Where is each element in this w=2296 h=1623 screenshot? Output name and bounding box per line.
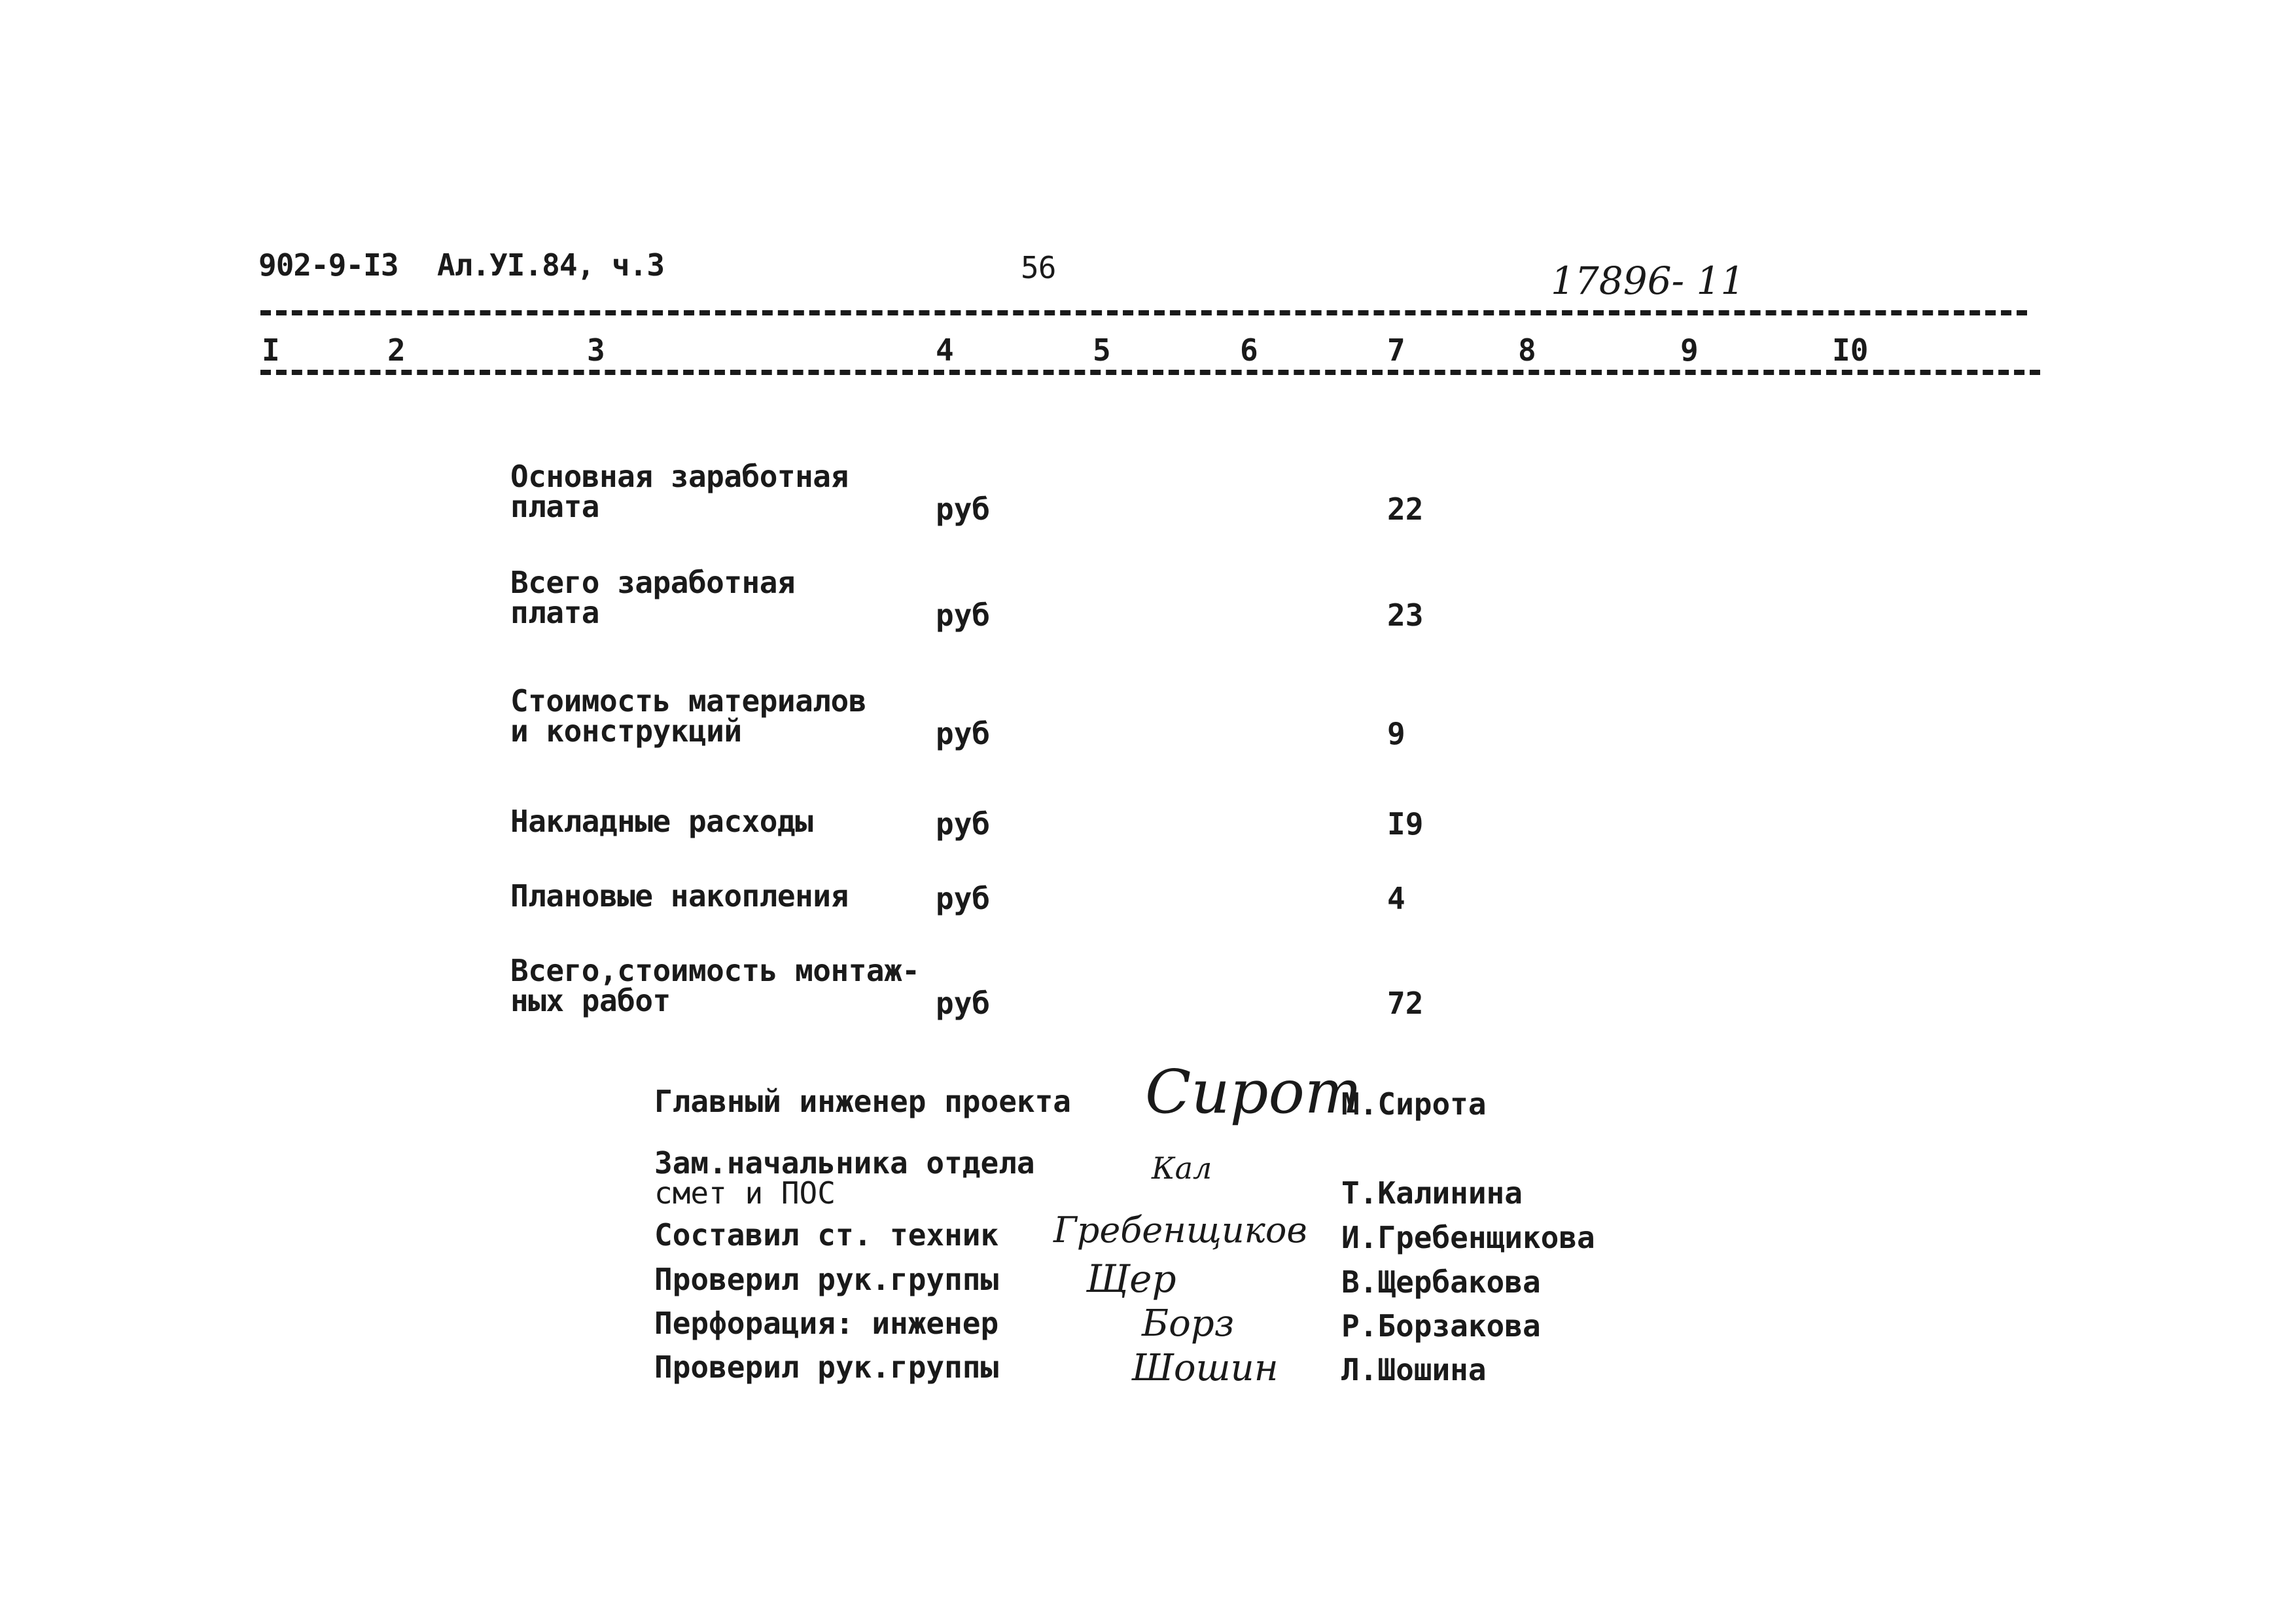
column-number-7: 7 xyxy=(1387,332,1405,368)
column-number-8: 8 xyxy=(1518,332,1536,368)
signatory-title-line1: Перфорация: инженер xyxy=(654,1306,999,1341)
row-label-line1: Накладные расходы xyxy=(510,804,813,839)
album-reference: Ал.УI.84, ч.3 xyxy=(437,247,665,283)
signatory-name: И.Гребенщикова xyxy=(1341,1220,1595,1255)
signatory-name: Р.Борзакова xyxy=(1341,1308,1541,1344)
signatory-title-line1: Зам.начальника отдела xyxy=(654,1145,1035,1181)
signatory-title xyxy=(654,1262,999,1297)
row-value: 22 xyxy=(1387,491,1424,527)
handwritten-signature: Шошин xyxy=(1132,1347,1279,1389)
row-value: 72 xyxy=(1387,986,1424,1021)
document-code: 902-9-I3 xyxy=(258,247,398,283)
signatory-name: Л.Шошина xyxy=(1341,1352,1487,1387)
column-number-2: 2 xyxy=(387,332,406,368)
row-unit: руб xyxy=(936,491,991,527)
page-number: 56 xyxy=(1021,250,1056,285)
handwritten-signature: Борз xyxy=(1142,1302,1235,1345)
row-unit: руб xyxy=(936,806,991,842)
column-number-9: 9 xyxy=(1680,332,1699,368)
signatory-title-line1: Составил ст. техник xyxy=(654,1217,999,1253)
row-value: 4 xyxy=(1387,881,1405,916)
row-label-total-installation xyxy=(510,955,919,1016)
row-label-line2: ных работ xyxy=(510,983,671,1018)
row-label-line1: Плановые накопления xyxy=(510,878,849,914)
signatory-title xyxy=(654,1084,1071,1119)
signatory-title-line1: Проверил рук.группы xyxy=(654,1349,999,1385)
column-number-6: 6 xyxy=(1240,332,1258,368)
signatory-title-line1: Главный инженер проекта xyxy=(654,1084,1071,1119)
signatory-title xyxy=(654,1349,999,1385)
row-label-overhead xyxy=(510,804,813,839)
row-label-total-wage xyxy=(510,567,795,628)
row-label-materials xyxy=(510,683,866,749)
row-label-line2: плата xyxy=(510,489,599,524)
signatory-name: В.Щербакова xyxy=(1341,1264,1541,1300)
row-label-planned-savings xyxy=(510,878,849,914)
row-label-line1: Всего заработная xyxy=(510,565,796,600)
stamp-number: 17896- 11 xyxy=(1551,259,1745,303)
row-label-line1: Всего,стоимость монтаж- xyxy=(510,953,920,988)
handwritten-signature: Щер xyxy=(1086,1257,1176,1301)
signatory-title-line2: смет и ПОС xyxy=(654,1175,836,1211)
column-number-4: 4 xyxy=(936,332,954,368)
signatory-title xyxy=(654,1217,999,1253)
signatory-name: М.Сирота xyxy=(1341,1086,1487,1122)
row-unit: руб xyxy=(936,881,991,916)
row-value: 23 xyxy=(1387,597,1424,633)
signatory-name: Т.Калинина xyxy=(1341,1175,1523,1211)
row-value: 9 xyxy=(1387,716,1405,751)
handwritten-signature: Гребенщиков xyxy=(1053,1209,1307,1251)
column-number-10: I0 xyxy=(1832,332,1869,368)
row-label-line2: плата xyxy=(510,595,599,630)
row-label-line1: Основная заработная xyxy=(510,459,849,494)
column-number-3: 3 xyxy=(587,332,605,368)
signatory-title xyxy=(654,1306,999,1341)
row-label-line2: и конструкций xyxy=(510,713,742,749)
column-number-1: I xyxy=(262,332,280,368)
row-value: I9 xyxy=(1387,806,1424,842)
handwritten-signature: Кал xyxy=(1152,1150,1212,1186)
signatory-title xyxy=(654,1145,1035,1211)
row-unit: руб xyxy=(936,986,991,1021)
column-dashed-rule xyxy=(260,370,2040,375)
top-dashed-rule xyxy=(260,310,2027,315)
signatory-title-line1: Проверил рук.группы xyxy=(654,1262,999,1297)
row-label-basic-wage xyxy=(510,461,849,522)
row-unit: руб xyxy=(936,597,991,633)
row-unit: руб xyxy=(936,716,991,751)
handwritten-signature: Сирот xyxy=(1145,1057,1362,1127)
column-number-5: 5 xyxy=(1093,332,1111,368)
row-label-line1: Стоимость материалов xyxy=(510,683,866,719)
